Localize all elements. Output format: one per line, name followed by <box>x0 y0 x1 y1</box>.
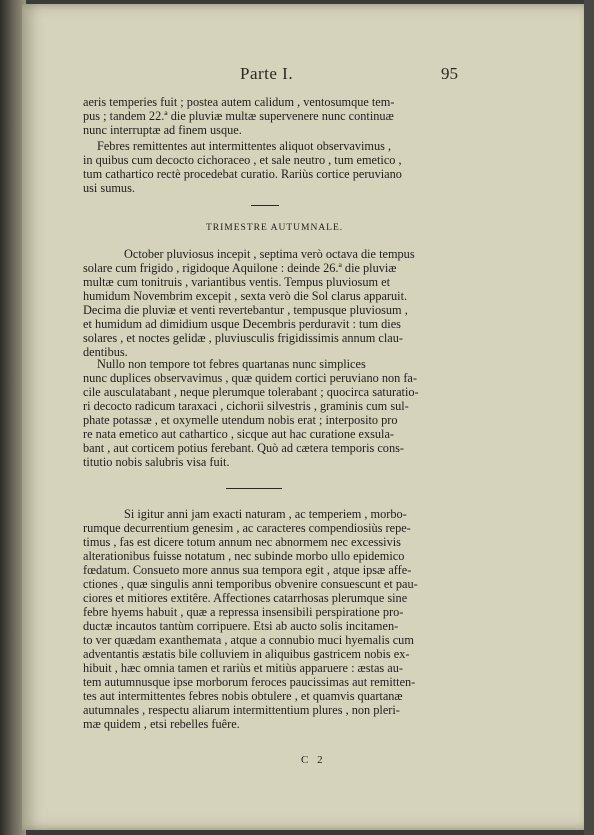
text-line: hibuit , hæc omnia tamen et rariùs et mitiùs apparuere : æstas au- <box>83 661 403 675</box>
text-line: October pluviosus incepit , septima verò octava die tempus <box>124 247 415 261</box>
text-line: Si igitur anni jam exacti naturam , ac temperiem , morbo- <box>124 507 407 521</box>
text-line: in quibus cum decocto cichoraceo , et sale neutro , tum emetico , <box>83 153 402 167</box>
text-line: Decima die pluviæ et venti revertebantur , tempusque pluviosum , <box>83 303 408 317</box>
signature-mark: C 2 <box>301 754 326 766</box>
text-line: ciores et mitiores extitêre. Affectiones catarrhosas plerumque sine <box>83 591 408 605</box>
text-line: tes aut intermittentes febres nobis obtulere , et quamvis quartanæ <box>83 689 403 703</box>
text-line: cile ausculatabant , neque plerumque tolerabant ; quocirca saturatio- <box>83 385 419 399</box>
text-line: adventantis æstatis bile colluviem in aliquibus gastricem nobis ex- <box>83 647 410 661</box>
text-line: timus , fas est dicere totum annum nec abnormem nec excessivis <box>83 535 401 549</box>
text-line: multæ cum tonitruis , variantibus ventis. Tempus pluviosum et <box>83 275 391 289</box>
section-rule <box>226 488 282 489</box>
text-line: Febres remittentes aut intermittentes aliquot observavimus , <box>97 139 392 153</box>
text-line: nunc duplices observavimus , quæ quidem cortici peruviano non fa- <box>83 371 417 385</box>
text-line: to ver quædam exanthemata , atque a connubio muci hyemalis cum <box>83 633 414 647</box>
text-line: nunc interruptæ ad finem usque. <box>83 123 242 137</box>
text-line: phate potassæ , et oxymelle utendum nobis erat ; interposito pro <box>83 413 398 427</box>
running-head-title: Parte I. <box>240 64 294 83</box>
text-line: aeris temperies fuit ; postea autem calidum , ventosumque tem- <box>83 95 395 109</box>
text-line: bant , aut corticem potius ferebant. Quò ad cætera temporis cons- <box>83 441 404 455</box>
text-line: tem autumnusque ipse morborum feroces paucissimas aut remitten- <box>83 675 416 689</box>
text-line: Nullo non tempore tot febres quartanas nunc simplices <box>97 357 366 371</box>
text-line: alterationibus fuisse notatum , nec subinde morbo ullo epidemico <box>83 549 405 563</box>
text-line: autumnales , respectu aliarum intermittentium plures , non pleri- <box>83 703 400 717</box>
text-line: fœdatum. Consueto more annus sua tempora egit , atque ipsæ affe- <box>83 563 412 577</box>
text-line: titutio nobis salubris visa fuit. <box>83 455 230 469</box>
text-line: et humidum ad dimidium usque Decembris perduravit : tum dies <box>83 317 401 331</box>
text-line: pus ; tandem 22.ª die pluviæ multæ supervenere nunc continuæ <box>83 109 394 123</box>
text-line: solares , et noctes gelidæ , pluviusculis frigidissimis annum clau- <box>83 331 404 345</box>
text-line: tum cathartico rectè procedebat curatio. Rariùs cortice peruviano <box>83 167 402 181</box>
section-rule <box>251 205 279 206</box>
text-line: mæ quidem , etsi rebelles fuêre. <box>83 717 240 731</box>
text-line: ctiones , quæ singulis anni temporibus obvenire consuescunt et pau- <box>83 577 418 591</box>
text-line: re nata emetico aut cathartico , sicque aut hac curatione exsula- <box>83 427 395 441</box>
text-line: dentibus. <box>83 345 128 359</box>
section-heading: TRIMESTRE AUTUMNALE. <box>206 223 344 233</box>
text-line: ri decocto radicum taraxaci , cichorii silvestris , graminis cum sul- <box>83 399 409 413</box>
text-line: humidum Novembrim excepit , sexta verò die Sol clarus apparuit. <box>83 289 408 303</box>
page-right-edge <box>584 0 594 835</box>
text-line: rumque decurrentium genesim , ac caracteres compendiosiùs repe- <box>83 521 411 535</box>
page-number: 95 <box>441 64 458 83</box>
text-line: ductæ incautos tantùm corripuere. Etsi ab aucto solis incitamen- <box>83 619 399 633</box>
text-line: solare cum frigido , rigidoque Aquilone : deinde 26.ª die pluviæ <box>83 261 397 275</box>
text-line: febre hyems habuit , quæ a repressa insensibili perspiratione pro- <box>83 605 404 619</box>
text-line: usi sumus. <box>83 181 135 195</box>
